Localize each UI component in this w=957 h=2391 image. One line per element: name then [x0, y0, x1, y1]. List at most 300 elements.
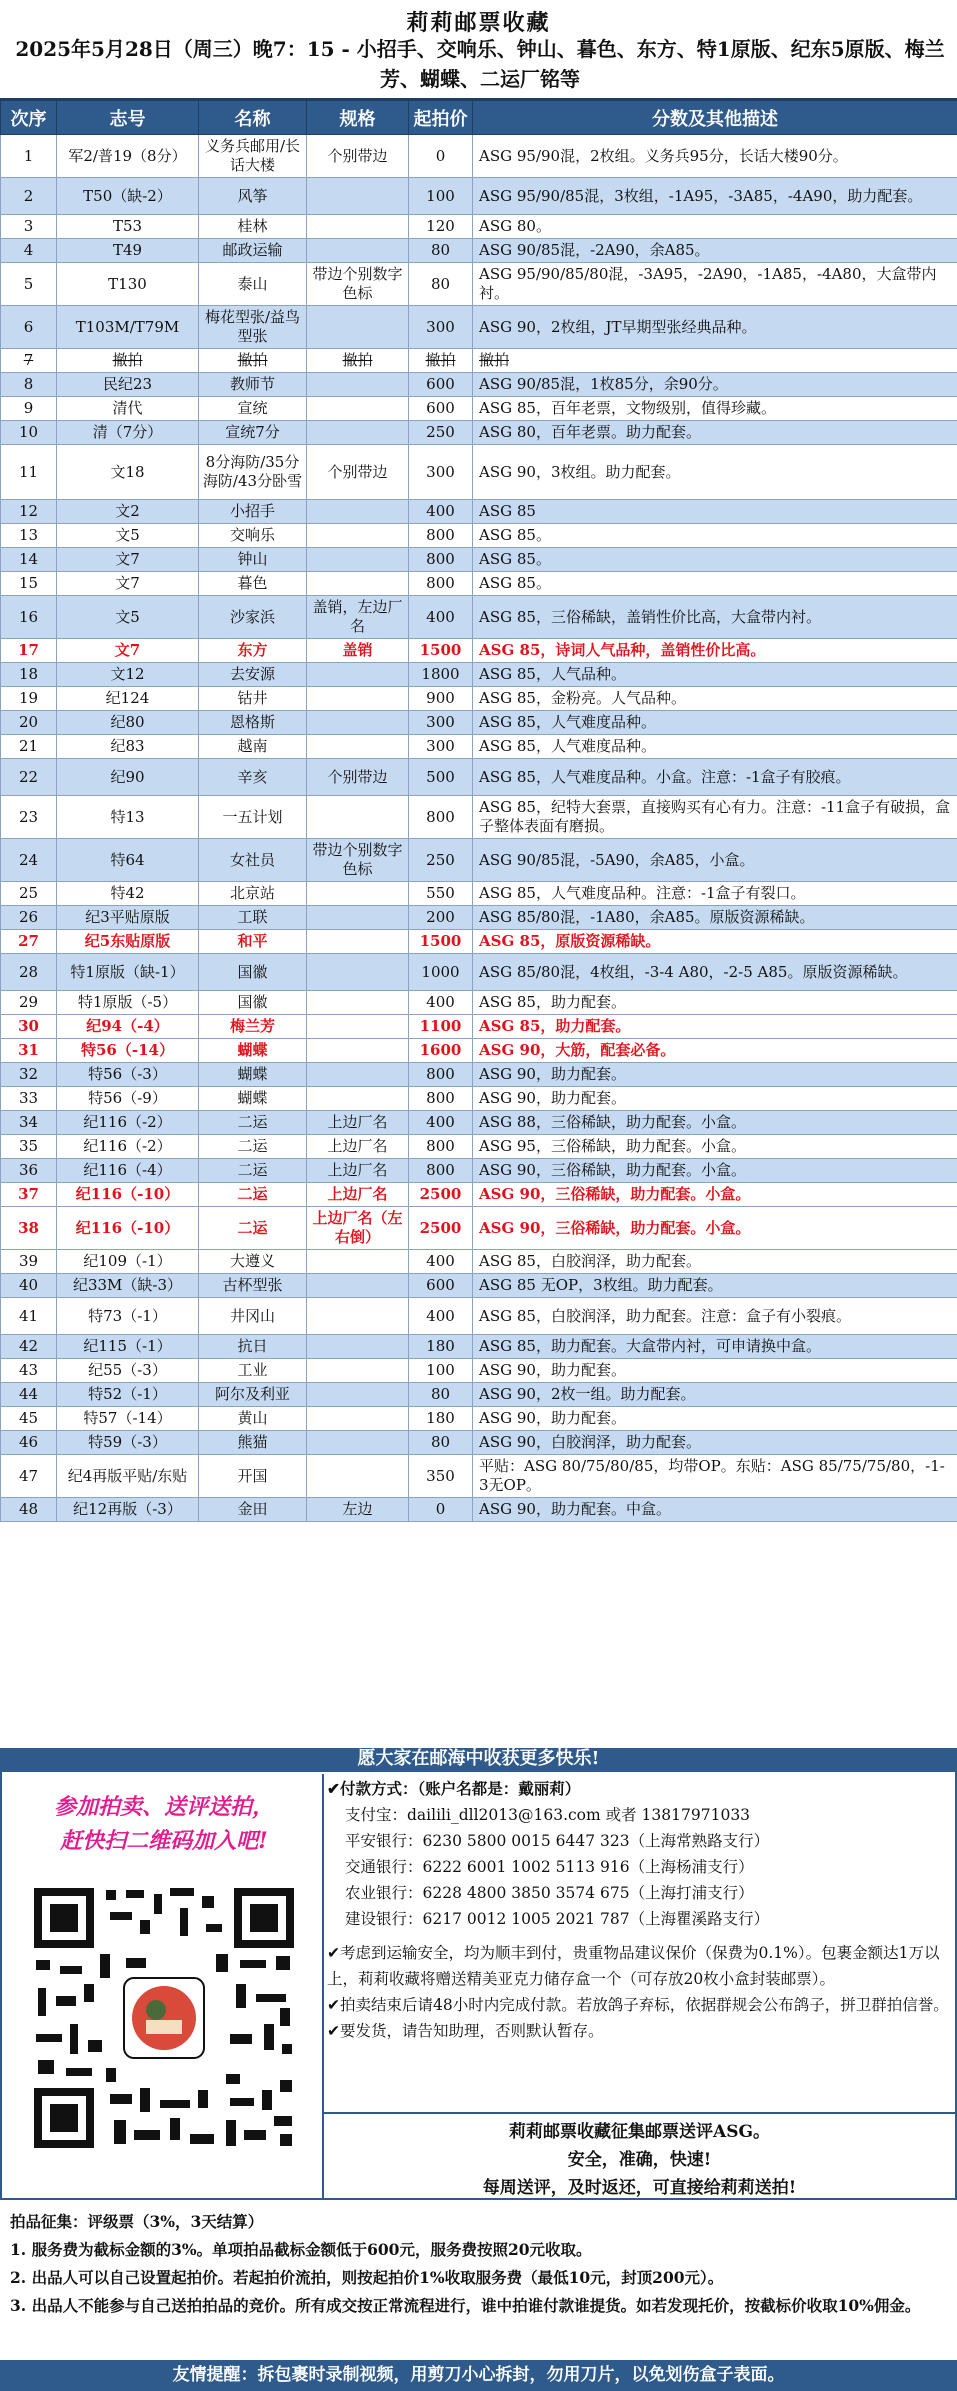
- table-row: [1, 306, 957, 349]
- lot-price-cell: 100: [409, 1359, 473, 1383]
- table-row: [1, 1015, 957, 1039]
- lot-no-cell: 4: [1, 239, 57, 263]
- lot-price-cell: 120: [409, 215, 473, 239]
- lot-code-cell: 军2/普19（8分）: [57, 135, 199, 178]
- table-row: [1, 596, 957, 639]
- lot-desc-cell: ASG 85: [473, 500, 957, 524]
- lot-name-cell: 小招手: [199, 500, 307, 524]
- table-row: [1, 1183, 957, 1207]
- bank-account-1: 平安银行：6230 5800 0015 6447 323（上海常熟路支行）: [345, 1832, 770, 1850]
- lot-name-cell: 东方: [199, 639, 307, 663]
- lot-code-cell: 特59（-3）: [57, 1431, 199, 1455]
- table-row: [1, 1159, 957, 1183]
- lot-name-cell: 越南: [199, 735, 307, 759]
- lot-no-cell: 14: [1, 548, 57, 572]
- lot-desc-cell: ASG 90，三俗稀缺，助力配套。小盒。: [473, 1183, 957, 1207]
- lot-code-cell: 纪109（-1）: [57, 1250, 199, 1274]
- lot-price-cell: 800: [409, 796, 473, 839]
- lot-name-cell: 辛亥: [199, 759, 307, 796]
- lot-no-cell: 19: [1, 687, 57, 711]
- consignment-notes: [0, 2200, 957, 2360]
- lot-desc-cell: 撤拍: [473, 349, 957, 373]
- lot-spec-cell: 个别带边: [307, 759, 409, 796]
- lot-price-cell: 400: [409, 1111, 473, 1135]
- lot-spec-cell: [307, 882, 409, 906]
- lot-no-cell: 43: [1, 1359, 57, 1383]
- lot-name-cell: 钴井: [199, 687, 307, 711]
- lot-spec-cell: [307, 796, 409, 839]
- lot-code-cell: 清（7分）: [57, 421, 199, 445]
- lot-spec-cell: [307, 1063, 409, 1087]
- lot-no-cell: 28: [1, 954, 57, 991]
- lot-name-cell: 二运: [199, 1111, 307, 1135]
- lot-spec-cell: [307, 1274, 409, 1298]
- lot-desc-cell: ASG 85，诗词人气品种，盖销性价比高。: [473, 639, 957, 663]
- lot-spec-cell: 上边厂名: [307, 1159, 409, 1183]
- table-row: [1, 1431, 957, 1455]
- table-row: [1, 796, 957, 839]
- payment-panel: [327, 1776, 953, 2106]
- lot-name-cell: 工业: [199, 1359, 307, 1383]
- lot-no-cell: 39: [1, 1250, 57, 1274]
- page-subtitle: 2025年5月28日（周三）晚7：15 - 小招手、交响乐、钟山、暮色、东方、特1原版、纪东5原版、梅兰芳、蝴蝶、二运厂铭等: [15, 37, 945, 91]
- lot-desc-cell: ASG 90，白胶润泽，助力配套。: [473, 1431, 957, 1455]
- slogan-line-3: 每周送评，及时返还，可直接给莉莉送拍!: [482, 2178, 797, 2198]
- lot-name-cell: 工联: [199, 906, 307, 930]
- table-row: [1, 572, 957, 596]
- qr-code-graphic: [30, 1884, 298, 2152]
- lot-desc-cell: ASG 95/90/85混，3枚组，-1A95，-3A85，-4A90，助力配套。: [473, 178, 957, 215]
- lot-price-cell: 80: [409, 239, 473, 263]
- lot-code-cell: 文2: [57, 500, 199, 524]
- lot-code-cell: 纪116（-10）: [57, 1183, 199, 1207]
- lot-price-cell: 500: [409, 759, 473, 796]
- lot-desc-cell: ASG 85，纪特大套票，直接购买有心有力。注意：-11盒子有破损，盒子整体表面有磨损。: [473, 796, 957, 839]
- lot-name-cell: 梅兰芳: [199, 1015, 307, 1039]
- lot-code-cell: 文18: [57, 445, 199, 500]
- lot-price-cell: 400: [409, 1298, 473, 1335]
- lot-name-cell: 暮色: [199, 572, 307, 596]
- table-row: [1, 1207, 957, 1250]
- lot-spec-cell: 上边厂名: [307, 1111, 409, 1135]
- top-banner: 愿大家在邮海中收获更多快乐!: [0, 1748, 957, 1770]
- lot-spec-cell: [307, 1359, 409, 1383]
- lot-no-cell: 5: [1, 263, 57, 306]
- table-row: [1, 991, 957, 1015]
- lot-desc-cell: ASG 85。: [473, 524, 957, 548]
- table-header-row: [1, 101, 957, 135]
- table-row: [1, 178, 957, 215]
- lot-name-cell: 金田: [199, 1498, 307, 1522]
- lot-price-cell: 800: [409, 548, 473, 572]
- table-row: [1, 663, 957, 687]
- lot-name-cell: 大遵义: [199, 1250, 307, 1274]
- lot-code-cell: 特64: [57, 839, 199, 882]
- lot-name-cell: 开国: [199, 1455, 307, 1498]
- table-row: [1, 759, 957, 796]
- lot-name-cell: 宣统7分: [199, 421, 307, 445]
- lot-desc-cell: 平贴：ASG 80/75/80/85，均带OP。东贴：ASG 85/75/75/80，-1-3无OP。: [473, 1455, 957, 1498]
- table-row: [1, 263, 957, 306]
- lot-name-cell: 一五计划: [199, 796, 307, 839]
- lot-desc-cell: ASG 90，三俗稀缺，助力配套。小盒。: [473, 1159, 957, 1183]
- table-row: [1, 906, 957, 930]
- lot-desc-cell: ASG 90，助力配套。: [473, 1087, 957, 1111]
- lot-name-cell: 国徽: [199, 991, 307, 1015]
- lot-desc-cell: ASG 90，3枚组。助力配套。: [473, 445, 957, 500]
- lot-name-cell: 风筝: [199, 178, 307, 215]
- lot-no-cell: 36: [1, 1159, 57, 1183]
- lot-no-cell: 16: [1, 596, 57, 639]
- lot-no-cell: 9: [1, 397, 57, 421]
- lot-code-cell: 特56（-14）: [57, 1039, 199, 1063]
- lot-spec-cell: [307, 1298, 409, 1335]
- lot-desc-cell: ASG 85，人气难度品种。注意：-1盒子有裂口。: [473, 882, 957, 906]
- lot-no-cell: 46: [1, 1431, 57, 1455]
- lot-desc-cell: ASG 95/90混，2枚组。义务兵95分，长话大楼90分。: [473, 135, 957, 178]
- lot-price-cell: 2500: [409, 1207, 473, 1250]
- lot-desc-cell: ASG 90/85混，-5A90，余A85，小盒。: [473, 839, 957, 882]
- lot-name-cell: 熊猫: [199, 1431, 307, 1455]
- lot-price-cell: 400: [409, 991, 473, 1015]
- table-row: [1, 1335, 957, 1359]
- lot-spec-cell: [307, 397, 409, 421]
- lot-no-cell: 37: [1, 1183, 57, 1207]
- table-row: [1, 421, 957, 445]
- lot-spec-cell: [307, 215, 409, 239]
- lot-no-cell: 22: [1, 759, 57, 796]
- lot-spec-cell: [307, 373, 409, 397]
- lot-spec-cell: [307, 954, 409, 991]
- lot-desc-cell: ASG 85，助力配套。: [473, 991, 957, 1015]
- lot-price-cell: 1000: [409, 954, 473, 991]
- lot-no-cell: 3: [1, 215, 57, 239]
- lot-price-cell: 600: [409, 397, 473, 421]
- lot-code-cell: 纪55（-3）: [57, 1359, 199, 1383]
- lot-price-cell: 600: [409, 1274, 473, 1298]
- table-row: [1, 1111, 957, 1135]
- lot-no-cell: 38: [1, 1207, 57, 1250]
- lot-spec-cell: [307, 548, 409, 572]
- table-row: [1, 1498, 957, 1522]
- lot-code-cell: 纪116（-4）: [57, 1159, 199, 1183]
- lot-spec-cell: 带边个别数字色标: [307, 263, 409, 306]
- lot-price-cell: 80: [409, 1431, 473, 1455]
- table-row: [1, 1250, 957, 1274]
- column-header: 次序: [1, 101, 57, 135]
- lot-name-cell: 二运: [199, 1135, 307, 1159]
- lot-price-cell: 200: [409, 906, 473, 930]
- lot-name-cell: 井冈山: [199, 1298, 307, 1335]
- lot-price-cell: 800: [409, 572, 473, 596]
- notes-item-3: 3. 出品人不能参与自己送拍拍品的竞价。所有成交按正常流程进行，谁中拍谁付款谁提货。如若发现托价，按截标价收取10%佣金。: [10, 2296, 921, 2315]
- lot-price-cell: 180: [409, 1335, 473, 1359]
- lot-no-cell: 41: [1, 1298, 57, 1335]
- lot-price-cell: 800: [409, 524, 473, 548]
- lot-code-cell: 特56（-9）: [57, 1087, 199, 1111]
- lot-spec-cell: [307, 1335, 409, 1359]
- lot-spec-cell: [307, 711, 409, 735]
- lot-name-cell: 教师节: [199, 373, 307, 397]
- lot-desc-cell: ASG 85，三俗稀缺，盖销性价比高，大盒带内衬。: [473, 596, 957, 639]
- lot-price-cell: 300: [409, 735, 473, 759]
- lot-desc-cell: ASG 80，百年老票。助力配套。: [473, 421, 957, 445]
- lot-code-cell: 撤拍: [57, 349, 199, 373]
- lot-no-cell: 13: [1, 524, 57, 548]
- lot-name-cell: 二运: [199, 1159, 307, 1183]
- lot-spec-cell: [307, 1431, 409, 1455]
- lot-spec-cell: [307, 239, 409, 263]
- lot-spec-cell: [307, 1087, 409, 1111]
- lot-name-cell: 抗日: [199, 1335, 307, 1359]
- table-row: [1, 215, 957, 239]
- lot-desc-cell: ASG 95，三俗稀缺，助力配套。小盒。: [473, 1135, 957, 1159]
- lot-code-cell: 文7: [57, 548, 199, 572]
- lot-name-cell: 交响乐: [199, 524, 307, 548]
- lot-price-cell: 撤拍: [409, 349, 473, 373]
- lot-desc-cell: ASG 90，助力配套。中盒。: [473, 1498, 957, 1522]
- column-header: 分数及其他描述: [473, 101, 957, 135]
- lot-price-cell: 800: [409, 1087, 473, 1111]
- bottom-banner: 友情提醒：拆包裹时录制视频，用剪刀小心拆封，勿用刀片，以免划伤盒子表面。: [0, 2360, 957, 2391]
- avatar-icon: [132, 1986, 196, 2050]
- lot-code-cell: 纪4再版平贴/东贴: [57, 1455, 199, 1498]
- lot-price-cell: 900: [409, 687, 473, 711]
- lot-price-cell: 1600: [409, 1039, 473, 1063]
- table-row: [1, 500, 957, 524]
- lot-spec-cell: [307, 1250, 409, 1274]
- lot-price-cell: 1500: [409, 639, 473, 663]
- lot-code-cell: 特1原版（缺-1）: [57, 954, 199, 991]
- lot-name-cell: 泰山: [199, 263, 307, 306]
- lot-spec-cell: [307, 663, 409, 687]
- lot-price-cell: 1500: [409, 930, 473, 954]
- lot-code-cell: 纪90: [57, 759, 199, 796]
- lot-desc-cell: ASG 90，助力配套。: [473, 1407, 957, 1431]
- lot-name-cell: 宣统: [199, 397, 307, 421]
- lot-spec-cell: [307, 572, 409, 596]
- lot-price-cell: 0: [409, 135, 473, 178]
- lot-name-cell: 桂林: [199, 215, 307, 239]
- lot-spec-cell: [307, 1455, 409, 1498]
- lot-spec-cell: [307, 1039, 409, 1063]
- lot-price-cell: 800: [409, 1063, 473, 1087]
- table-row: [1, 1359, 957, 1383]
- lot-spec-cell: [307, 687, 409, 711]
- lot-code-cell: 文12: [57, 663, 199, 687]
- lot-no-cell: 7: [1, 349, 57, 373]
- lot-code-cell: 纪3平贴原版: [57, 906, 199, 930]
- lot-code-cell: 纪115（-1）: [57, 1335, 199, 1359]
- lot-no-cell: 31: [1, 1039, 57, 1063]
- lot-spec-cell: 左边: [307, 1498, 409, 1522]
- lot-desc-cell: ASG 90/85混，1枚85分，余90分。: [473, 373, 957, 397]
- lot-desc-cell: ASG 85，金粉亮。人气品种。: [473, 687, 957, 711]
- lot-desc-cell: ASG 85，人气难度品种。小盒。注意：-1盒子有胶痕。: [473, 759, 957, 796]
- lot-desc-cell: ASG 85，人气难度品种。: [473, 735, 957, 759]
- lot-code-cell: 文7: [57, 572, 199, 596]
- lot-no-cell: 48: [1, 1498, 57, 1522]
- table-row: [1, 1274, 957, 1298]
- table-row: [1, 135, 957, 178]
- lot-price-cell: 180: [409, 1407, 473, 1431]
- lot-price-cell: 800: [409, 1159, 473, 1183]
- payment-deadline-note: ✔拍卖结束后请48小时内完成付款。若放鸽子弃标，依据群规会公布鸽子，拼卫群拍信誉。: [327, 1996, 949, 2014]
- lot-name-cell: 8分海防/35分海防/43分卧雪: [199, 445, 307, 500]
- lot-no-cell: 47: [1, 1455, 57, 1498]
- lot-desc-cell: ASG 85，助力配套。: [473, 1015, 957, 1039]
- table-row: [1, 445, 957, 500]
- lot-no-cell: 18: [1, 663, 57, 687]
- lot-no-cell: 33: [1, 1087, 57, 1111]
- promo-text: [14, 1790, 314, 1858]
- table-row: [1, 239, 957, 263]
- lot-price-cell: 80: [409, 1383, 473, 1407]
- lot-code-cell: 纪94（-4）: [57, 1015, 199, 1039]
- lot-no-cell: 29: [1, 991, 57, 1015]
- lot-desc-cell: ASG 90，大筋，配套必备。: [473, 1039, 957, 1063]
- bank-account-3: 农业银行：6228 4800 3850 3574 675（上海打浦支行）: [345, 1884, 754, 1902]
- lot-spec-cell: [307, 735, 409, 759]
- lot-table: [0, 100, 957, 1522]
- lot-no-cell: 30: [1, 1015, 57, 1039]
- promo-line-1: 参加拍卖、送评送拍，: [53, 1794, 274, 1820]
- lot-code-cell: 特73（-1）: [57, 1298, 199, 1335]
- lot-no-cell: 44: [1, 1383, 57, 1407]
- lot-no-cell: 45: [1, 1407, 57, 1431]
- table-row: [1, 1383, 957, 1407]
- lot-price-cell: 100: [409, 178, 473, 215]
- lot-desc-cell: ASG 95/90/85/80混，-3A95，-2A90，-1A85，-4A80，大盒带内衬。: [473, 263, 957, 306]
- lot-code-cell: 纪116（-2）: [57, 1111, 199, 1135]
- table-row: [1, 349, 957, 373]
- lot-code-cell: 文7: [57, 639, 199, 663]
- lot-desc-cell: ASG 90，三俗稀缺，助力配套。小盒。: [473, 1207, 957, 1250]
- lot-desc-cell: ASG 85，助力配套。大盒带内衬，可申请换中盒。: [473, 1335, 957, 1359]
- column-header: 名称: [199, 101, 307, 135]
- lot-table-body: [1, 135, 957, 1522]
- table-row: [1, 930, 957, 954]
- lot-spec-cell: [307, 1407, 409, 1431]
- lot-price-cell: 300: [409, 306, 473, 349]
- lot-name-cell: 古杯型张: [199, 1274, 307, 1298]
- table-row: [1, 639, 957, 663]
- lot-code-cell: 特1原版（-5）: [57, 991, 199, 1015]
- lot-code-cell: T103M/T79M: [57, 306, 199, 349]
- lot-no-cell: 27: [1, 930, 57, 954]
- lot-desc-cell: ASG 85，人气品种。: [473, 663, 957, 687]
- lot-name-cell: 蝴蝶: [199, 1063, 307, 1087]
- lot-price-cell: 300: [409, 711, 473, 735]
- header: [0, 0, 957, 100]
- lot-code-cell: 纪12再版（-3）: [57, 1498, 199, 1522]
- table-row: [1, 1298, 957, 1335]
- table-row: [1, 882, 957, 906]
- lot-code-cell: 特56（-3）: [57, 1063, 199, 1087]
- lot-desc-cell: ASG 90，助力配套。: [473, 1063, 957, 1087]
- lot-spec-cell: [307, 1383, 409, 1407]
- lot-price-cell: 400: [409, 596, 473, 639]
- lot-spec-cell: [307, 930, 409, 954]
- lot-code-cell: 纪80: [57, 711, 199, 735]
- lot-price-cell: 350: [409, 1455, 473, 1498]
- column-header: 起拍价: [409, 101, 473, 135]
- notes-heading: 拍品征集：评级票（3%，3天结算）: [10, 2212, 264, 2231]
- lot-name-cell: 蝴蝶: [199, 1087, 307, 1111]
- lot-price-cell: 400: [409, 500, 473, 524]
- column-header: 规格: [307, 101, 409, 135]
- table-row: [1, 687, 957, 711]
- table-row: [1, 839, 957, 882]
- table-row: [1, 1087, 957, 1111]
- lot-price-cell: 250: [409, 421, 473, 445]
- lot-name-cell: 沙家浜: [199, 596, 307, 639]
- table-row: [1, 711, 957, 735]
- lot-desc-cell: ASG 85/80混，-1A80，余A85。原版资源稀缺。: [473, 906, 957, 930]
- lot-code-cell: 纪124: [57, 687, 199, 711]
- shipping-note: ✔考虑到运输安全，均为顺丰到付，贵重物品建议保价（保费为0.1%）。包裹金额达1万以上，莉莉收藏将赠送精美亚克力储存盒一个（可存放20枚小盒封装邮票）。: [327, 1944, 940, 1988]
- lot-no-cell: 34: [1, 1111, 57, 1135]
- lot-spec-cell: [307, 991, 409, 1015]
- lot-no-cell: 2: [1, 178, 57, 215]
- lot-code-cell: 纪83: [57, 735, 199, 759]
- lot-no-cell: 20: [1, 711, 57, 735]
- lot-spec-cell: 盖销，左边厂名: [307, 596, 409, 639]
- table-row: [1, 1407, 957, 1431]
- lot-price-cell: 80: [409, 263, 473, 306]
- lot-desc-cell: ASG 85，百年老票，文物级别，值得珍藏。: [473, 397, 957, 421]
- lot-code-cell: 纪5东贴原版: [57, 930, 199, 954]
- table-row: [1, 1455, 957, 1498]
- lot-price-cell: 800: [409, 1135, 473, 1159]
- lot-desc-cell: ASG 90，2枚一组。助力配套。: [473, 1383, 957, 1407]
- promo-line-2: 赶快扫二维码加入吧!: [60, 1828, 268, 1854]
- lot-no-cell: 6: [1, 306, 57, 349]
- lot-name-cell: 阿尔及利亚: [199, 1383, 307, 1407]
- table-row: [1, 954, 957, 991]
- delivery-note: ✔要发货，请告知助理，否则默认暂存。: [327, 2022, 604, 2040]
- lot-name-cell: 黄山: [199, 1407, 307, 1431]
- lot-no-cell: 42: [1, 1335, 57, 1359]
- payment-heading: ✔付款方式：（账户名都是：戴丽莉）: [327, 1779, 581, 1798]
- lot-name-cell: 邮政运输: [199, 239, 307, 263]
- lot-no-cell: 15: [1, 572, 57, 596]
- bank-account-2: 交通银行：6222 6001 1002 5113 916（上海杨浦支行）: [345, 1858, 754, 1876]
- lot-price-cell: 300: [409, 445, 473, 500]
- lot-code-cell: 特42: [57, 882, 199, 906]
- lot-desc-cell: ASG 85，白胶润泽，助力配套。注意：盒子有小裂痕。: [473, 1298, 957, 1335]
- lot-no-cell: 23: [1, 796, 57, 839]
- lot-name-cell: 和平: [199, 930, 307, 954]
- promo-panel: [4, 1774, 324, 2200]
- lot-desc-cell: ASG 85，人气难度品种。: [473, 711, 957, 735]
- lot-code-cell: T49: [57, 239, 199, 263]
- table-row: [1, 1039, 957, 1063]
- lot-no-cell: 32: [1, 1063, 57, 1087]
- lot-code-cell: T50（缺-2）: [57, 178, 199, 215]
- table-row: [1, 373, 957, 397]
- lot-spec-cell: [307, 500, 409, 524]
- lot-spec-cell: 带边个别数字色标: [307, 839, 409, 882]
- notes-item-1: 1. 服务费为截标金额的3%。单项拍品截标金额低于600元，服务费按照20元收取。: [10, 2240, 592, 2259]
- lot-spec-cell: 个别带边: [307, 135, 409, 178]
- lot-name-cell: 钟山: [199, 548, 307, 572]
- lot-no-cell: 17: [1, 639, 57, 663]
- lot-desc-cell: ASG 85，原版资源稀缺。: [473, 930, 957, 954]
- notes-item-2: 2. 出品人可以自己设置起拍价。若起拍价流拍，则按起拍价1%收取服务费（最低10元，封顶200元）。: [10, 2268, 724, 2287]
- lot-code-cell: T130: [57, 263, 199, 306]
- lot-desc-cell: ASG 90/85混，-2A90，余A85。: [473, 239, 957, 263]
